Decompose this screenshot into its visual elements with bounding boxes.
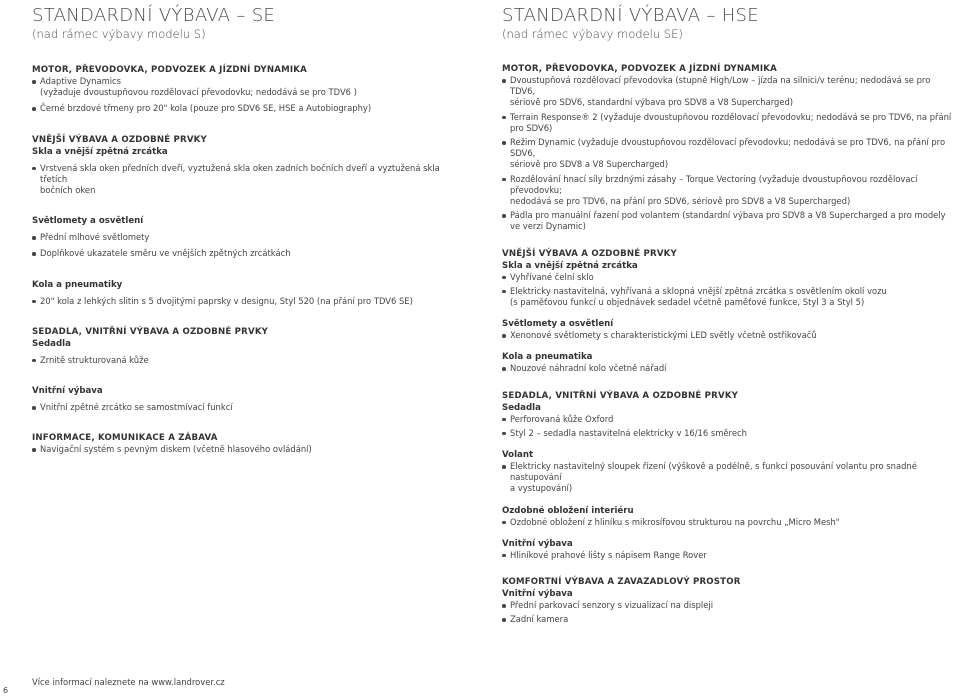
list-item: Terrain Response® 2 (vyžaduje dvoustupňovou rozdělovací převodovku; nedodává se pro TDV6, na přání pro SDV6) <box>502 112 952 134</box>
bullet-list <box>502 600 952 625</box>
subsection-heading: Skla a vnější zpětná zrcátka <box>32 146 168 157</box>
list-item: Vnitřní zpětné zrcátko se samostmívací funkcí <box>32 402 457 413</box>
section-heading: KOMFORTNÍ VÝBAVA A ZAVAZADLOVÝ PROSTOR <box>502 577 741 588</box>
left-body <box>32 64 457 460</box>
subsection-heading: Sedadla <box>502 402 541 413</box>
bullet-list <box>502 517 952 528</box>
section-heading: INFORMACE, KOMUNIKACE A ZÁBAVA <box>32 433 218 444</box>
bullet-list <box>502 330 952 341</box>
left-subtitle: (nad rámec výbavy modelu S) <box>32 27 206 41</box>
bullet-list <box>32 163 457 197</box>
bullet-list <box>502 75 952 233</box>
subsection-heading: Volant <box>502 450 534 461</box>
list-item: Nouzové náhradní kolo včetně nářadí <box>502 363 952 374</box>
section-heading: SEDADLA, VNITŘNÍ VÝBAVA A OZDOBNÉ PRVKY <box>32 326 269 337</box>
subsection-heading: Kola a pneumatika <box>502 352 593 363</box>
list-item: Černé brzdové třmeny pro 20" kola (pouze pro SDV6 SE, HSE a Autobiography) <box>32 103 457 114</box>
list-item: Hliníkové prahové lišty s nápisem Range Rover <box>502 550 952 561</box>
bullet-list <box>502 461 952 495</box>
right-subtitle: (nad rámec výbavy modelu SE) <box>502 27 683 41</box>
bullet-list <box>502 414 952 439</box>
right-title: STANDARDNÍ VÝBAVA – HSE <box>502 5 759 26</box>
bullet-list <box>32 355 457 366</box>
subsection-heading: Světlomety a osvětlení <box>502 319 614 330</box>
list-item: Vrstvená skla oken předních dveří, vyztužená skla oken zadních bočních dveří a vyztužená skla třetích bočních oken <box>32 163 457 197</box>
right-body <box>502 63 952 628</box>
section-heading: MOTOR, PŘEVODOVKA, PODVOZEK A JÍZDNÍ DYNAMIKA <box>502 64 777 74</box>
list-item: Perforovaná kůže Oxford <box>502 414 952 425</box>
bullet-list <box>502 550 952 561</box>
subsection-heading: Světlomety a osvětlení <box>32 216 144 227</box>
subsection-heading: Vnitřní výbava <box>502 589 573 600</box>
subsection-heading: Kola a pneumatiky <box>32 279 123 290</box>
list-item: Doplňkové ukazatele směru ve vnějších zpětných zrcátkách <box>32 248 457 259</box>
bullet-list <box>502 272 952 309</box>
subsection-heading: Vnitřní výbava <box>502 538 573 549</box>
list-item: Vyhřívané čelní sklo <box>502 272 952 283</box>
list-item: Ozdobné obložení z hliníku s mikrosífovou strukturou na povrchu „Micro Mesh" <box>502 517 952 528</box>
list-item: Pádla pro manuální řazení pod volantem (standardní výbava pro SDV8 a V8 Supercharged a pro modely ve verzi Dynamic) <box>502 210 952 232</box>
subsection-heading: Sedadla <box>32 338 71 349</box>
list-item: Režim Dynamic (vyžaduje dvoustupňovou rozdělovací převodovku; nedodává se pro TDV6, na přání pro SDV6, sériově pro SDV8 a V8 Supercharged) <box>502 137 952 171</box>
list-item: Styl 2 – sedadla nastavitelná elektricky v 16/16 směrech <box>502 428 952 439</box>
list-item: Přední mlhové světlomety <box>32 232 457 243</box>
list-item: Elektricky nastavitelná, vyhřívaná a sklopná vnější zpětná zrcátka s osvětlením okolí vozu (s paměťovou funkcí u objednávek sedadel včetně paměťové funkce, Styl 3 a Styl 5) <box>502 286 952 308</box>
section-heading: SEDADLA, VNITŘNÍ VÝBAVA A OZDOBNÉ PRVKY <box>502 390 739 401</box>
subsection-heading: Vnitřní výbava <box>32 386 103 397</box>
list-item: Zrnitě strukturovaná kůže <box>32 355 457 366</box>
bullet-list <box>502 363 952 374</box>
list-item: Xenonové světlomety s charakteristickými LED světly včetně ostřikovačů <box>502 330 952 341</box>
subsection-heading: Skla a vnější zpětná zrcátka <box>502 260 638 271</box>
bullet-list <box>32 444 457 455</box>
page-number: 6 <box>3 686 9 695</box>
list-item: 20" kola z lehkých slitin s 5 dvojitými paprsky v designu, Styl 520 (na přání pro TDV6 SE) <box>32 296 457 307</box>
section-heading: MOTOR, PŘEVODOVKA, PODVOZEK A JÍZDNÍ DYNAMIKA <box>32 65 307 75</box>
bullet-list <box>32 296 457 307</box>
list-item: Dvoustupňová rozdělovací převodovka (stupně High/Low – jízda na silnici/v terénu; nedodává se pro TDV6, sériově pro SDV6, standardní výbava pro SDV8 a V8 Supercharged) <box>502 75 952 109</box>
list-item: Elektricky nastavitelný sloupek řízení (výškově a podélně, s funkcí posouvání volantu pro snadné nastupování a vystupování) <box>502 461 952 495</box>
section-heading: VNĚJŠÍ VÝBAVA A OZDOBNÉ PRVKY <box>502 248 677 259</box>
left-title: STANDARDNÍ VÝBAVA – SE <box>32 5 276 26</box>
bullet-list <box>32 76 457 115</box>
subsection-heading: Ozdobné obložení interiéru <box>502 505 634 516</box>
bullet-list <box>32 232 457 259</box>
list-item: Přední parkovací senzory s vizualizací na displeji <box>502 600 952 611</box>
list-item: Adaptive Dynamics (vyžaduje dvoustupňovou rozdělovací převodovku; nedodává se pro TDV6 ) <box>32 76 457 98</box>
list-item: Rozdělování hnací síly brzdnými zásahy – Torque Vectoring (vyžaduje dvoustupňovou rozdělovací převodovku; nedodává se pro TDV6, na přání pro SDV6, sériově pro SDV8 a V8 Supercharged) <box>502 174 952 208</box>
footer-link-text: Více informací naleznete na www.landrover.cz <box>32 677 225 687</box>
list-item: Zadní kamera <box>502 614 952 625</box>
section-heading: VNĚJŠÍ VÝBAVA A OZDOBNÉ PRVKY <box>32 134 207 145</box>
list-item: Navigační systém s pevným diskem (včetně hlasového ovládání) <box>32 444 457 455</box>
bullet-list <box>32 402 457 413</box>
